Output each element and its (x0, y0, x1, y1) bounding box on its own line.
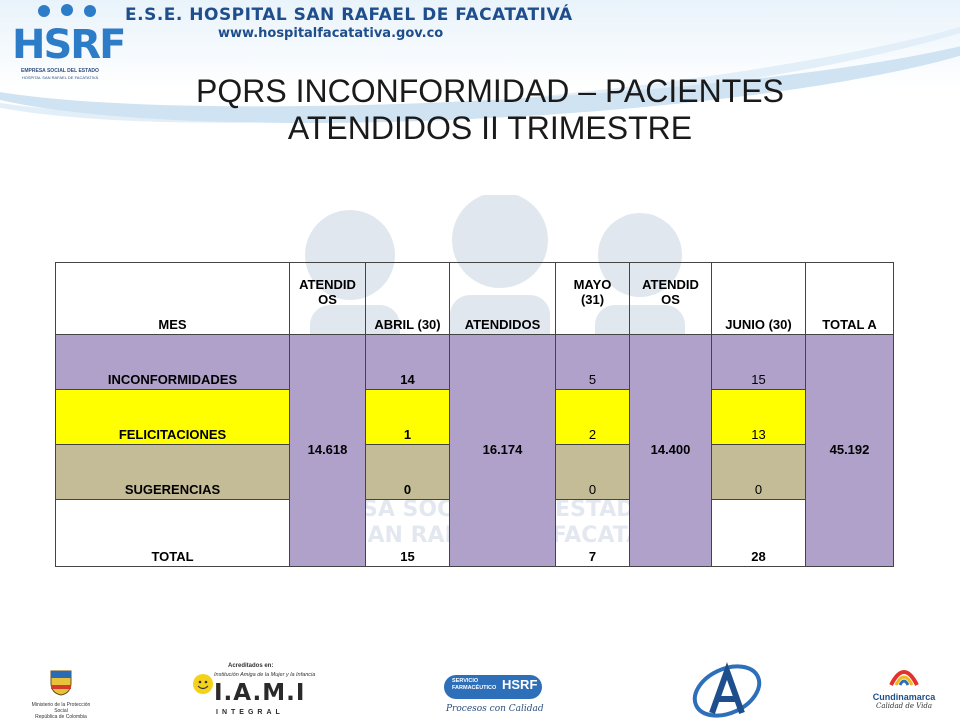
organization-name: E.S.E. HOSPITAL SAN RAFAEL DE FACATATIVÁ (125, 5, 573, 25)
table-header-row (56, 263, 894, 335)
iami-accredited: Acreditados en: (228, 663, 274, 669)
header-atendidos-mayo: ATENDIDOS (450, 263, 556, 335)
cell-junio: 0 (712, 445, 806, 500)
farma-tagline: Procesos con Calidad (446, 704, 544, 714)
farma-label (452, 678, 496, 692)
farma-line-1: SERVICIO (452, 678, 479, 684)
header-total: TOTAL A (806, 263, 894, 335)
watermark-line-2: SAN FACATATI (351, 523, 665, 548)
footer-logos (0, 655, 960, 720)
cell-abril: 14 (366, 335, 450, 390)
cell-abril: 0 (366, 445, 450, 500)
cell-mayo: 5 (556, 335, 630, 390)
cell-junio: 15 (712, 335, 806, 390)
colombia-line-1: Ministerio de la Protección Social (31, 702, 91, 714)
logo-wordmark: HSRF (12, 22, 125, 68)
servicio-farmaceutico-logo (440, 673, 544, 719)
cell-abril: 1 (366, 390, 450, 445)
iami-logo (192, 663, 316, 719)
logo-subtitle-2: HOSPITAL SAN RAFAEL DE FACATATIVÁ (21, 75, 99, 80)
cell-junio: 13 (712, 390, 806, 445)
header-abril: ABRIL (30) (366, 263, 450, 335)
logo-subtitle: EMPRESA SOCIAL DEL ESTADO (21, 68, 99, 74)
row-label-felicitaciones: FELICITACIONES (56, 390, 290, 445)
acreditacion-a-icon (690, 661, 764, 721)
cundinamarca-name: Cundinamarca (872, 692, 936, 702)
farma-line-2: FARMACÉUTICO (452, 685, 497, 691)
cell-atendidos-junio: 14.400 (630, 335, 712, 567)
header-atendidos-abril-line2: OS (318, 292, 337, 307)
colombia-line-2: República de Colombia (35, 714, 87, 720)
cell-total-atendidos: 45.192 (806, 335, 894, 567)
farma-brand: HSRF (502, 677, 538, 692)
iami-institution: Institución Amiga de la Mujer y la Infancia (214, 672, 316, 678)
header-atendidos-abril-line1: ATENDID (299, 277, 356, 292)
row-label-inconformidades: INCONFORMIDADES (56, 335, 290, 390)
header-junio: JUNIO (30) (712, 263, 806, 335)
title-line-2: ATENDIDOS II TRIMESTRE (287, 110, 693, 146)
organization-url[interactable]: www.hospitalfacatativa.gov.co (218, 26, 444, 41)
header-atendidos-junio-line1: ATENDID (642, 277, 699, 292)
header-mayo (556, 263, 630, 335)
title-line-1: PQRS INCONFORMIDAD – PACIENTES (196, 73, 784, 109)
cell-junio: 28 (712, 500, 806, 567)
cell-mayo: 7 (556, 500, 630, 567)
row-label-total: TOTAL (56, 500, 290, 567)
cell-atendidos-abril: 14.618 (290, 335, 366, 567)
hsrf-logo (8, 4, 125, 82)
colombia-logo (28, 667, 94, 719)
coat-of-arms-icon (46, 667, 76, 697)
iami-name: I.A.M.I (214, 680, 306, 706)
watermark-line-1: SOCIAL ESTADO (402, 497, 654, 522)
row-label-sugerencias: SUGERENCIAS (56, 445, 290, 500)
smiley-icon (192, 673, 214, 695)
header-mayo-line1: MAYO (573, 277, 612, 292)
iami-integral: INTEGRAL (216, 709, 284, 716)
cell-atendidos-mayo: 16.174 (450, 335, 556, 567)
header-atendidos-junio-line2: OS (661, 292, 680, 307)
cundinamarca-logo (868, 665, 940, 719)
header-atendidos-junio (630, 263, 712, 335)
cell-abril: 15 (366, 500, 450, 567)
slide-title (60, 73, 920, 147)
table-row (56, 335, 894, 390)
cell-mayo: 0 (556, 445, 630, 500)
header-mayo-line2: (31) (580, 292, 605, 307)
header-mes: MES (56, 263, 290, 335)
header-atendidos-abril (290, 263, 366, 335)
pqrs-table (55, 262, 894, 567)
cundinamarca-tagline: Calidad de Vida (875, 702, 933, 710)
cundinamarca-swirl-icon (887, 665, 921, 687)
cell-mayo: 2 (556, 390, 630, 445)
